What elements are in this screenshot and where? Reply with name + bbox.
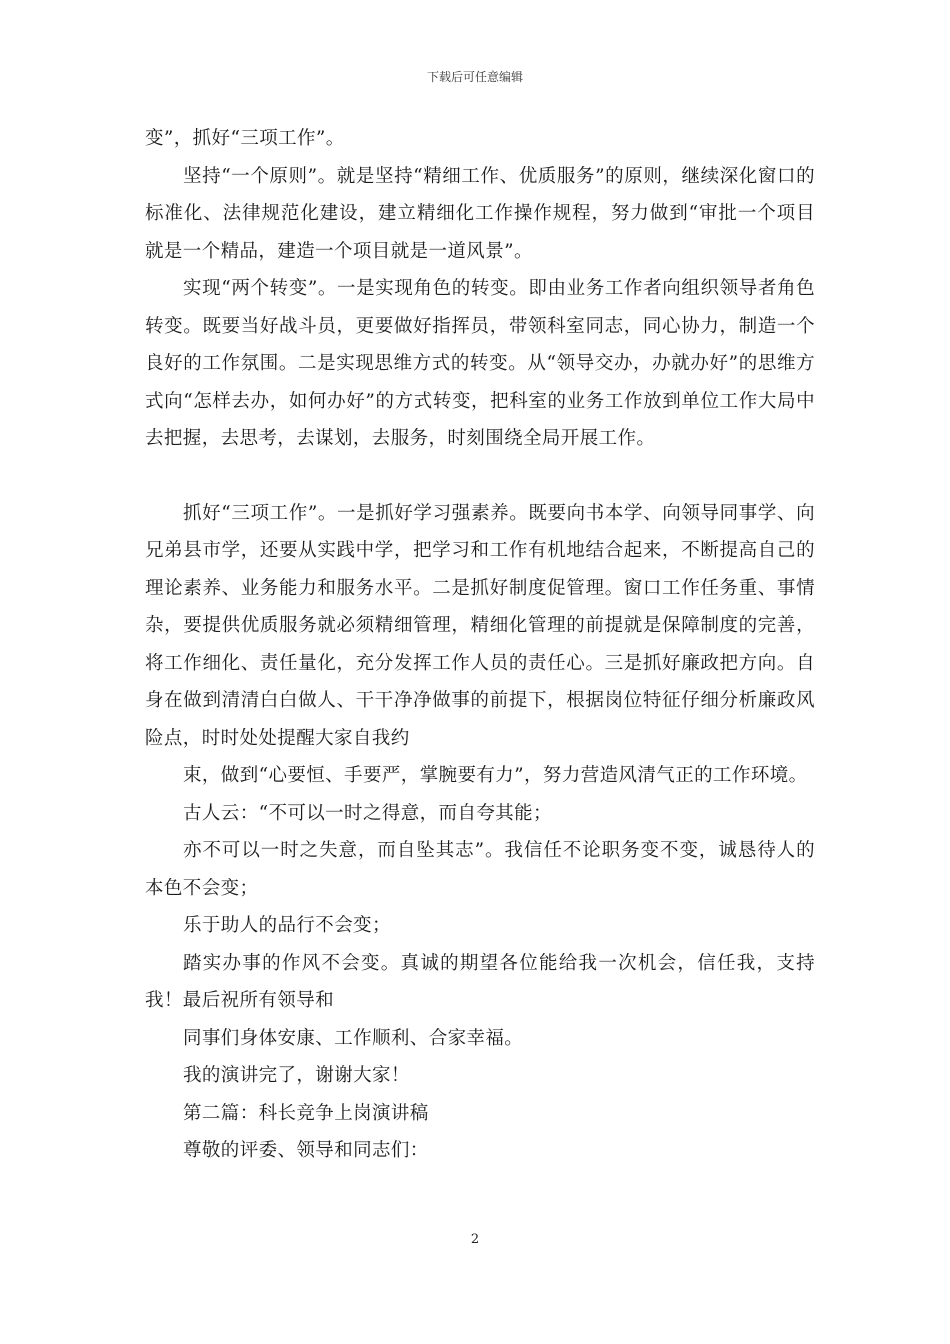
paragraph-helpful: 乐于助人的品行不会变； xyxy=(183,915,391,936)
paragraph-practical: 踏实办事的作风不会变。真诚的期望各位能给我一次机会，信任我，支持我！最后祝所有领导和 xyxy=(145,952,815,1011)
paragraph-gap xyxy=(145,458,815,495)
paragraph-quote-end: 亦不可以一时之失意，而自坠其志”。我信任不论职务变不变，诚恳待人的本色不会变； xyxy=(145,840,815,899)
paragraph-one-principle: 坚持“一个原则”。就是坚持“精细工作、优质服务”的原则，继续深化窗口的标准化、法律规范化建设，建立精细化工作操作规程，努力做到“审批一个项目就是一个精品，建造一个项目就是一道风景”。 xyxy=(145,165,815,262)
paragraph-three-tasks: 抓好“三项工作”。一是抓好学习强素养。既要向书本学、向领导同事学、向兄弟县市学，还要从实践中学，把学习和工作有机地结合起来，不断提高自己的理论素养、业务能力和服务水平。二是抓好制度促管理。窗口工作任务重、事情杂，要提供优质服务就必须精细管理，精细化管理的前提就是保障制度的完善，将工作细化、责任量化，充分发挥工作人员的责任心。三是抓好廉政把方向。自身在做到清清白白做人、干干净净做事的前提下，根据岗位特征仔细分析廉政风险点，时时处处提醒大家自我约 xyxy=(145,502,815,749)
paragraph-continuation: 变”，抓好“三项工作”。 xyxy=(145,128,345,149)
page-number: 2 xyxy=(470,1232,480,1247)
paragraph-closing: 我的演讲完了，谢谢大家！ xyxy=(183,1065,410,1086)
document-body xyxy=(145,120,815,1170)
paragraph-wishes: 同事们身体安康、工作顺利、合家幸福。 xyxy=(183,1027,524,1049)
salutation: 尊敬的评委、领导和同志们： xyxy=(183,1140,429,1161)
paragraph-quote-start: 古人云：“不可以一时之得意，而自夸其能； xyxy=(183,802,552,824)
paragraph-self-discipline: 束，做到“心要恒、手要严，掌腕要有力”，努力营造风清气正的工作环境。 xyxy=(183,765,808,786)
paragraph-two-changes: 实现“两个转变”。一是实现角色的转变。即由业务工作者向组织领导者角色转变。既要当好战斗员，更要做好指挥员，带领科室同志，同心协力，制造一个良好的工作氛围。二是实现思维方式的转变。从“领导交办，办就办好”的思维方式向“怎样去办，如何办好”的方式转变，把科室的业务工作放到单位工作大局中去把握，去思考，去谋划，去服务，时刻围绕全局开展工作。 xyxy=(145,278,815,449)
page-header: 下载后可任意编辑 xyxy=(426,70,523,84)
section-title-second: 第二篇：科长竞争上岗演讲稿 xyxy=(183,1102,429,1124)
